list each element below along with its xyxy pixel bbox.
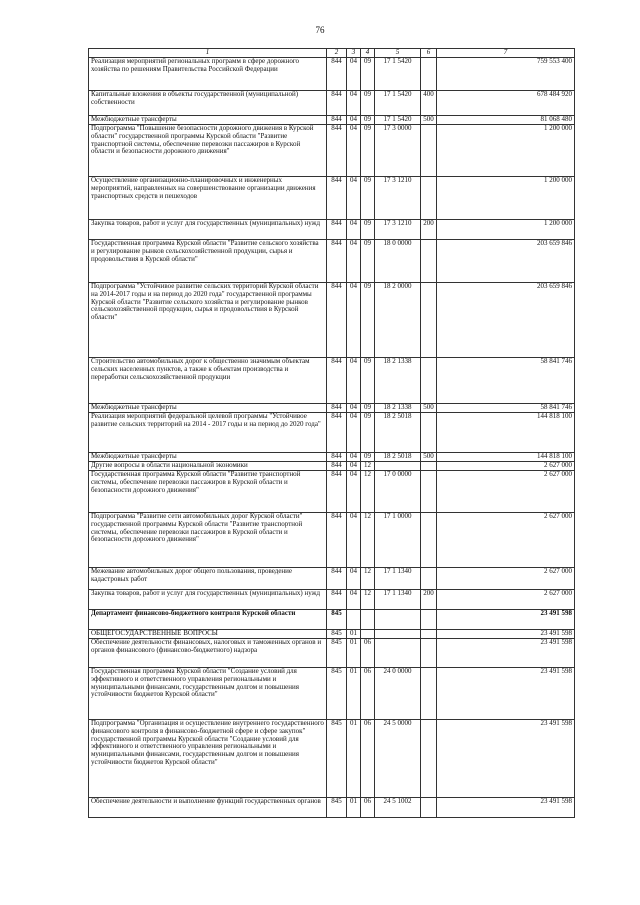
amount-cell: 23 491 598	[437, 610, 575, 630]
amount-cell: 23 491 598	[437, 798, 575, 818]
subsection-code-cell: 09	[361, 240, 375, 283]
expense-type-cell: 400	[421, 91, 437, 116]
target-article-cell	[375, 462, 421, 471]
budget-table	[88, 48, 575, 818]
expense-type-cell: 200	[421, 590, 437, 610]
subsection-code-cell: 09	[361, 58, 375, 91]
row-name-cell: Капитальные вложения в объекты государственной (муниципальной) собственности	[89, 91, 327, 116]
target-article-cell: 18 2 5018	[375, 413, 421, 453]
target-article-cell: 24 0 0000	[375, 668, 421, 720]
subsection-code-cell: 09	[361, 404, 375, 413]
subsection-code-cell: 06	[361, 639, 375, 668]
subsection-code-cell: 09	[361, 453, 375, 462]
grbs-code-cell: 845	[327, 720, 347, 798]
table-row	[89, 413, 575, 453]
amount-cell: 1 200 000	[437, 177, 575, 220]
section-code-cell: 04	[347, 413, 361, 453]
grbs-code-cell: 844	[327, 220, 347, 240]
grbs-code-cell: 845	[327, 630, 347, 639]
section-code-cell: 04	[347, 220, 361, 240]
section-code-cell: 04	[347, 240, 361, 283]
target-article-cell: 17 1 5420	[375, 91, 421, 116]
section-code-cell: 04	[347, 453, 361, 462]
target-article-cell: 17 0 0000	[375, 471, 421, 513]
amount-cell: 203 659 846	[437, 283, 575, 358]
table-row	[89, 720, 575, 798]
expense-type-cell	[421, 358, 437, 404]
target-article-cell: 18 2 1338	[375, 404, 421, 413]
amount-cell: 1 200 000	[437, 220, 575, 240]
expense-type-cell	[421, 610, 437, 630]
row-name-cell: Межевание автомобильных дорог общего пользования, проведение кадастровых работ	[89, 568, 327, 590]
table-row	[89, 177, 575, 220]
subsection-code-cell: 06	[361, 798, 375, 818]
section-code-cell: 04	[347, 590, 361, 610]
expense-type-cell	[421, 462, 437, 471]
amount-cell: 2 627 000	[437, 471, 575, 513]
target-article-cell: 17 3 0000	[375, 125, 421, 177]
section-code-cell: 01	[347, 668, 361, 720]
grbs-code-cell: 844	[327, 58, 347, 91]
expense-type-cell	[421, 668, 437, 720]
section-code-cell: 01	[347, 639, 361, 668]
expense-type-cell	[421, 630, 437, 639]
amount-cell: 144 818 100	[437, 413, 575, 453]
amount-cell: 23 491 598	[437, 668, 575, 720]
table-row	[89, 240, 575, 283]
section-code-cell: 04	[347, 404, 361, 413]
column-header: 7	[437, 49, 575, 58]
column-header: 3	[347, 49, 361, 58]
amount-cell: 2 627 000	[437, 513, 575, 568]
expense-type-cell	[421, 513, 437, 568]
table-row	[89, 358, 575, 404]
column-header: 4	[361, 49, 375, 58]
subsection-code-cell: 09	[361, 358, 375, 404]
expense-type-cell	[421, 125, 437, 177]
amount-cell: 2 627 000	[437, 568, 575, 590]
target-article-cell: 17 1 5420	[375, 58, 421, 91]
expense-type-cell: 200	[421, 220, 437, 240]
subsection-code-cell: 09	[361, 283, 375, 358]
table-row	[89, 630, 575, 639]
table-row	[89, 798, 575, 818]
grbs-code-cell: 844	[327, 453, 347, 462]
subsection-code-cell: 09	[361, 125, 375, 177]
row-name-cell: Государственная программа Курской области "Развитие транспортной системы, обеспечение перевозки пассажиров в Курской области и безопасности дорожного движения"	[89, 471, 327, 513]
section-code-cell: 04	[347, 116, 361, 125]
expense-type-cell	[421, 58, 437, 91]
section-code-cell: 01	[347, 630, 361, 639]
section-code-cell	[347, 610, 361, 630]
amount-cell: 81 068 480	[437, 116, 575, 125]
grbs-code-cell: 845	[327, 668, 347, 720]
section-code-cell: 04	[347, 58, 361, 91]
subsection-code-cell: 09	[361, 177, 375, 220]
grbs-code-cell: 844	[327, 91, 347, 116]
row-name-cell: Строительство автомобильных дорог к общественно значимым объектам сельских населенных пунктов, а также к объектам производства и переработки сельскохозяйственной продукции	[89, 358, 327, 404]
row-name-cell: Подпрограмма "Развитие сети автомобильных дорог Курской области" государственной программы Курской области "Развитие транспортной системы, обеспечение перевозки пассажиров в Курской области и безопасности дорожного движения"	[89, 513, 327, 568]
subsection-code-cell: 12	[361, 462, 375, 471]
target-article-cell	[375, 639, 421, 668]
row-name-cell: Подпрограмма "Повышение безопасности дорожного движения в Курской области" государственной программы Курской области "Развитие транспортной системы, обеспечение перевозки пассажиров в Курской области и безопасности дорожного движения"	[89, 125, 327, 177]
expense-type-cell: 500	[421, 453, 437, 462]
target-article-cell: 24 5 1002	[375, 798, 421, 818]
section-code-cell: 04	[347, 177, 361, 220]
table-row	[89, 283, 575, 358]
grbs-code-cell: 844	[327, 471, 347, 513]
expense-type-cell	[421, 568, 437, 590]
grbs-code-cell: 844	[327, 568, 347, 590]
expense-type-cell	[421, 413, 437, 453]
table-row	[89, 610, 575, 630]
target-article-cell: 17 1 1340	[375, 568, 421, 590]
section-code-cell: 04	[347, 471, 361, 513]
row-name-cell: Межбюджетные трансферты	[89, 116, 327, 125]
table-row	[89, 568, 575, 590]
subsection-code-cell: 12	[361, 513, 375, 568]
grbs-code-cell: 844	[327, 240, 347, 283]
table-row	[89, 125, 575, 177]
grbs-code-cell: 845	[327, 798, 347, 818]
subsection-code-cell: 12	[361, 590, 375, 610]
amount-cell: 58 841 746	[437, 358, 575, 404]
amount-cell: 1 200 000	[437, 125, 575, 177]
target-article-cell: 24 5 0000	[375, 720, 421, 798]
grbs-code-cell: 844	[327, 513, 347, 568]
amount-cell: 58 841 746	[437, 404, 575, 413]
row-name-cell: Межбюджетные трансферты	[89, 404, 327, 413]
section-code-cell: 04	[347, 568, 361, 590]
subsection-code-cell	[361, 630, 375, 639]
grbs-code-cell: 845	[327, 610, 347, 630]
expense-type-cell: 500	[421, 116, 437, 125]
amount-cell: 23 491 598	[437, 639, 575, 668]
expense-type-cell	[421, 720, 437, 798]
table-row	[89, 668, 575, 720]
expense-type-cell	[421, 471, 437, 513]
amount-cell: 759 553 400	[437, 58, 575, 91]
column-header: 6	[421, 49, 437, 58]
amount-cell: 23 491 598	[437, 630, 575, 639]
grbs-code-cell: 844	[327, 358, 347, 404]
row-name-cell: Государственная программа Курской области "Развитие сельского хозяйства и регулирование рынков сельскохозяйственной продукции, сырья и продовольствия в Курской области"	[89, 240, 327, 283]
subsection-code-cell: 09	[361, 413, 375, 453]
row-name-cell: Осуществление организационно-планировочных и инженерных мероприятий, направленных на совершенствование организации движения транспортных средств и пешеходов	[89, 177, 327, 220]
row-name-cell: Закупка товаров, работ и услуг для государственных (муниципальных) нужд	[89, 590, 327, 610]
column-header: 1	[89, 49, 327, 58]
row-name-cell: Обеспечение деятельности финансовых, налоговых и таможенных органов и органов финансового (финансово-бюджетного) надзора	[89, 639, 327, 668]
target-article-cell: 18 2 1338	[375, 358, 421, 404]
row-name-cell: Реализация мероприятий региональных программ в сфере дорожного хозяйства по решениям Правительства Российской Федерации	[89, 58, 327, 91]
target-article-cell	[375, 610, 421, 630]
grbs-code-cell: 844	[327, 404, 347, 413]
target-article-cell	[375, 630, 421, 639]
expense-type-cell	[421, 177, 437, 220]
table-row	[89, 116, 575, 125]
subsection-code-cell	[361, 610, 375, 630]
column-header: 2	[327, 49, 347, 58]
expense-type-cell	[421, 798, 437, 818]
amount-cell: 2 627 000	[437, 590, 575, 610]
row-name-cell: Департамент финансово-бюджетного контроля Курской области	[89, 610, 327, 630]
expense-type-cell	[421, 240, 437, 283]
section-code-cell: 04	[347, 358, 361, 404]
section-code-cell: 01	[347, 798, 361, 818]
row-name-cell: Другие вопросы в области национальной экономики	[89, 462, 327, 471]
target-article-cell: 17 1 0000	[375, 513, 421, 568]
table-row	[89, 453, 575, 462]
table-row	[89, 404, 575, 413]
table-row	[89, 471, 575, 513]
table-row	[89, 220, 575, 240]
expense-type-cell: 500	[421, 404, 437, 413]
target-article-cell: 18 2 0000	[375, 283, 421, 358]
row-name-cell: Государственная программа Курской области "Создание условий для эффективного и ответственного управления региональными и муниципальными финансами, государственным долгом и повышения устойчивости бюджетов Курской области"	[89, 668, 327, 720]
section-code-cell: 04	[347, 125, 361, 177]
section-code-cell: 04	[347, 462, 361, 471]
target-article-cell: 17 3 1210	[375, 177, 421, 220]
target-article-cell: 18 2 5018	[375, 453, 421, 462]
grbs-code-cell: 844	[327, 177, 347, 220]
row-name-cell: Подпрограмма "Устойчивое развитие сельских территорий Курской области на 2014-2017 годы и на период до 2020 года" государственной программы Курской области "Развитие сельского хозяйства и регулирование рынков сельскохозяйственной продукции, сырья и продовольствия в Курской области"	[89, 283, 327, 358]
row-name-cell: ОБЩЕГОСУДАРСТВЕННЫЕ ВОПРОСЫ	[89, 630, 327, 639]
column-header: 5	[375, 49, 421, 58]
section-code-cell: 01	[347, 720, 361, 798]
grbs-code-cell: 844	[327, 462, 347, 471]
table-row	[89, 590, 575, 610]
grbs-code-cell: 844	[327, 116, 347, 125]
grbs-code-cell: 844	[327, 590, 347, 610]
grbs-code-cell: 844	[327, 413, 347, 453]
row-name-cell: Закупка товаров, работ и услуг для государственных (муниципальных) нужд	[89, 220, 327, 240]
expense-type-cell	[421, 283, 437, 358]
subsection-code-cell: 06	[361, 720, 375, 798]
grbs-code-cell: 845	[327, 639, 347, 668]
subsection-code-cell: 09	[361, 91, 375, 116]
table-header-row	[89, 49, 575, 58]
row-name-cell: Подпрограмма "Организация и осуществление внутреннего государственного финансового контроля в финансово-бюджетной сфере и сфере закупок" государственной программы Курской области "Создание условий для эффективного и ответственного управления региональными и муниципальными финансами, государственным долгом и повышения устойчивости бюджетов Курской области"	[89, 720, 327, 798]
target-article-cell: 17 1 1340	[375, 590, 421, 610]
subsection-code-cell: 12	[361, 471, 375, 513]
table-row	[89, 639, 575, 668]
row-name-cell: Межбюджетные трансферты	[89, 453, 327, 462]
subsection-code-cell: 12	[361, 568, 375, 590]
page-number: 76	[315, 25, 325, 35]
amount-cell: 2 627 000	[437, 462, 575, 471]
amount-cell: 203 659 846	[437, 240, 575, 283]
grbs-code-cell: 844	[327, 283, 347, 358]
row-name-cell: Обеспечение деятельности и выполнение функций государственных органов	[89, 798, 327, 818]
amount-cell: 678 484 920	[437, 91, 575, 116]
target-article-cell: 17 3 1210	[375, 220, 421, 240]
expense-type-cell	[421, 639, 437, 668]
target-article-cell: 17 1 5420	[375, 116, 421, 125]
table-row	[89, 513, 575, 568]
row-name-cell: Реализация мероприятий федеральной целевой программы "Устойчивое развитие сельских территорий на 2014 - 2017 годы и на период до 2020 года"	[89, 413, 327, 453]
table-body	[89, 58, 575, 818]
section-code-cell: 04	[347, 513, 361, 568]
table-row	[89, 91, 575, 116]
amount-cell: 23 491 598	[437, 720, 575, 798]
table-row	[89, 58, 575, 91]
grbs-code-cell: 844	[327, 125, 347, 177]
section-code-cell: 04	[347, 283, 361, 358]
subsection-code-cell: 09	[361, 116, 375, 125]
subsection-code-cell: 09	[361, 220, 375, 240]
section-code-cell: 04	[347, 91, 361, 116]
subsection-code-cell: 06	[361, 668, 375, 720]
target-article-cell: 18 0 0000	[375, 240, 421, 283]
table-row	[89, 462, 575, 471]
amount-cell: 144 818 100	[437, 453, 575, 462]
